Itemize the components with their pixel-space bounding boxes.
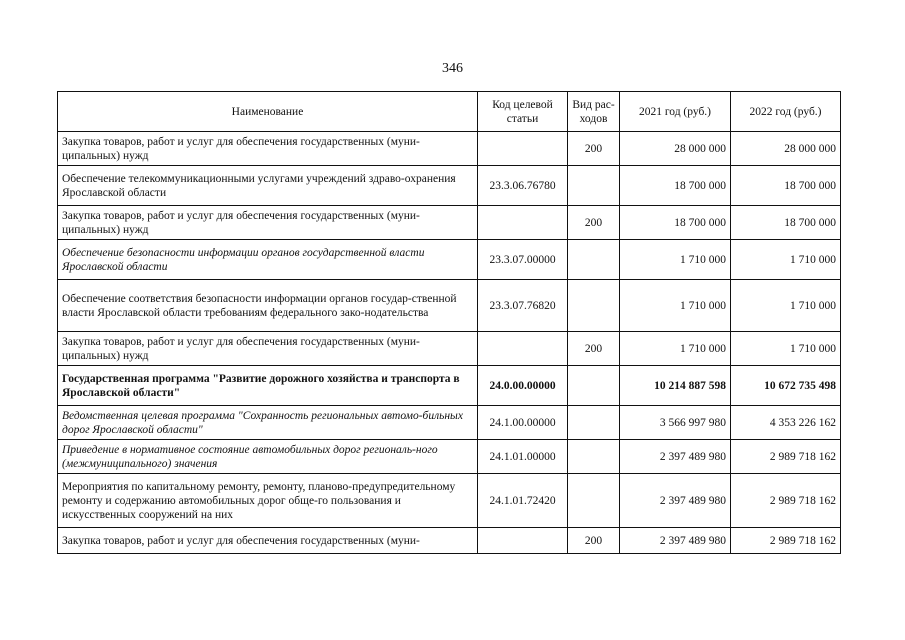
cell-code: 23.3.07.76820 [478, 280, 568, 332]
cell-name: Закупка товаров, работ и услуг для обеспечения государственных (муни- [58, 528, 478, 554]
cell-name: Обеспечение безопасности информации органов государственной власти Ярославской области [58, 240, 478, 280]
cell-type: 200 [568, 528, 620, 554]
cell-2021: 28 000 000 [620, 132, 731, 166]
table-row [58, 280, 841, 332]
cell-2021: 1 710 000 [620, 280, 731, 332]
cell-name: Закупка товаров, работ и услуг для обеспечения государственных (муни-ципальных) нужд [58, 206, 478, 240]
table-row [58, 366, 841, 406]
cell-2022: 4 353 226 162 [731, 406, 841, 440]
cell-name: Ведомственная целевая программа "Сохранность региональных автомо-бильных дорог Ярославской области" [58, 406, 478, 440]
cell-name: Обеспечение телекоммуникационными услугами учреждений здраво-охранения Ярославской области [58, 166, 478, 206]
table-row [58, 332, 841, 366]
table-row [58, 440, 841, 474]
cell-type [568, 280, 620, 332]
cell-type: 200 [568, 332, 620, 366]
table-row [58, 240, 841, 280]
cell-type: 200 [568, 206, 620, 240]
cell-2022: 2 989 718 162 [731, 474, 841, 528]
cell-2021: 2 397 489 980 [620, 528, 731, 554]
cell-2021: 10 214 887 598 [620, 366, 731, 406]
header-name: Наименование [58, 92, 478, 132]
cell-name: Приведение в нормативное состояние автомобильных дорог региональ-ного (межмуниципального) значения [58, 440, 478, 474]
table-row [58, 474, 841, 528]
cell-2022: 1 710 000 [731, 240, 841, 280]
cell-name: Закупка товаров, работ и услуг для обеспечения государственных (муни-ципальных) нужд [58, 132, 478, 166]
cell-name: Государственная программа "Развитие дорожного хозяйства и транспорта в Ярославской области" [58, 366, 478, 406]
cell-code [478, 132, 568, 166]
cell-code: 24.0.00.00000 [478, 366, 568, 406]
cell-code: 24.1.01.72420 [478, 474, 568, 528]
table-header-row [58, 92, 841, 132]
cell-type [568, 474, 620, 528]
header-type: Вид рас-ходов [568, 92, 620, 132]
budget-table [57, 91, 841, 554]
table-row [58, 206, 841, 240]
cell-2022: 10 672 735 498 [731, 366, 841, 406]
cell-2022: 2 989 718 162 [731, 528, 841, 554]
cell-2022: 1 710 000 [731, 280, 841, 332]
table-body [58, 132, 841, 554]
cell-code: 23.3.07.00000 [478, 240, 568, 280]
page-number: 346 [442, 61, 463, 76]
cell-code [478, 528, 568, 554]
cell-type: 200 [568, 132, 620, 166]
header-2021: 2021 год (руб.) [620, 92, 731, 132]
cell-type [568, 440, 620, 474]
cell-2022: 18 700 000 [731, 166, 841, 206]
cell-2021: 3 566 997 980 [620, 406, 731, 440]
cell-2021: 2 397 489 980 [620, 440, 731, 474]
cell-code [478, 206, 568, 240]
table-row [58, 528, 841, 554]
cell-2022: 2 989 718 162 [731, 440, 841, 474]
cell-2022: 18 700 000 [731, 206, 841, 240]
cell-code: 24.1.01.00000 [478, 440, 568, 474]
cell-name: Обеспечение соответствия безопасности информации органов государ-ственной власти Ярославской области требованиям федерального зако-нодательства [58, 280, 478, 332]
table-row [58, 132, 841, 166]
cell-name: Мероприятия по капитальному ремонту, ремонту, планово-предупредительному ремонту и содержанию автомобильных дорог обще-го пользования и искусственных сооружений на них [58, 474, 478, 528]
cell-2022: 1 710 000 [731, 332, 841, 366]
cell-2021: 2 397 489 980 [620, 474, 731, 528]
cell-2021: 1 710 000 [620, 332, 731, 366]
cell-code [478, 332, 568, 366]
cell-type [568, 366, 620, 406]
header-2022: 2022 год (руб.) [731, 92, 841, 132]
table-row [58, 166, 841, 206]
header-code: Код целевой статьи [478, 92, 568, 132]
cell-2021: 18 700 000 [620, 206, 731, 240]
cell-type [568, 240, 620, 280]
cell-2021: 18 700 000 [620, 166, 731, 206]
cell-type [568, 166, 620, 206]
table-row [58, 406, 841, 440]
cell-2022: 28 000 000 [731, 132, 841, 166]
cell-code: 24.1.00.00000 [478, 406, 568, 440]
cell-type [568, 406, 620, 440]
cell-2021: 1 710 000 [620, 240, 731, 280]
cell-name: Закупка товаров, работ и услуг для обеспечения государственных (муни-ципальных) нужд [58, 332, 478, 366]
cell-code: 23.3.06.76780 [478, 166, 568, 206]
